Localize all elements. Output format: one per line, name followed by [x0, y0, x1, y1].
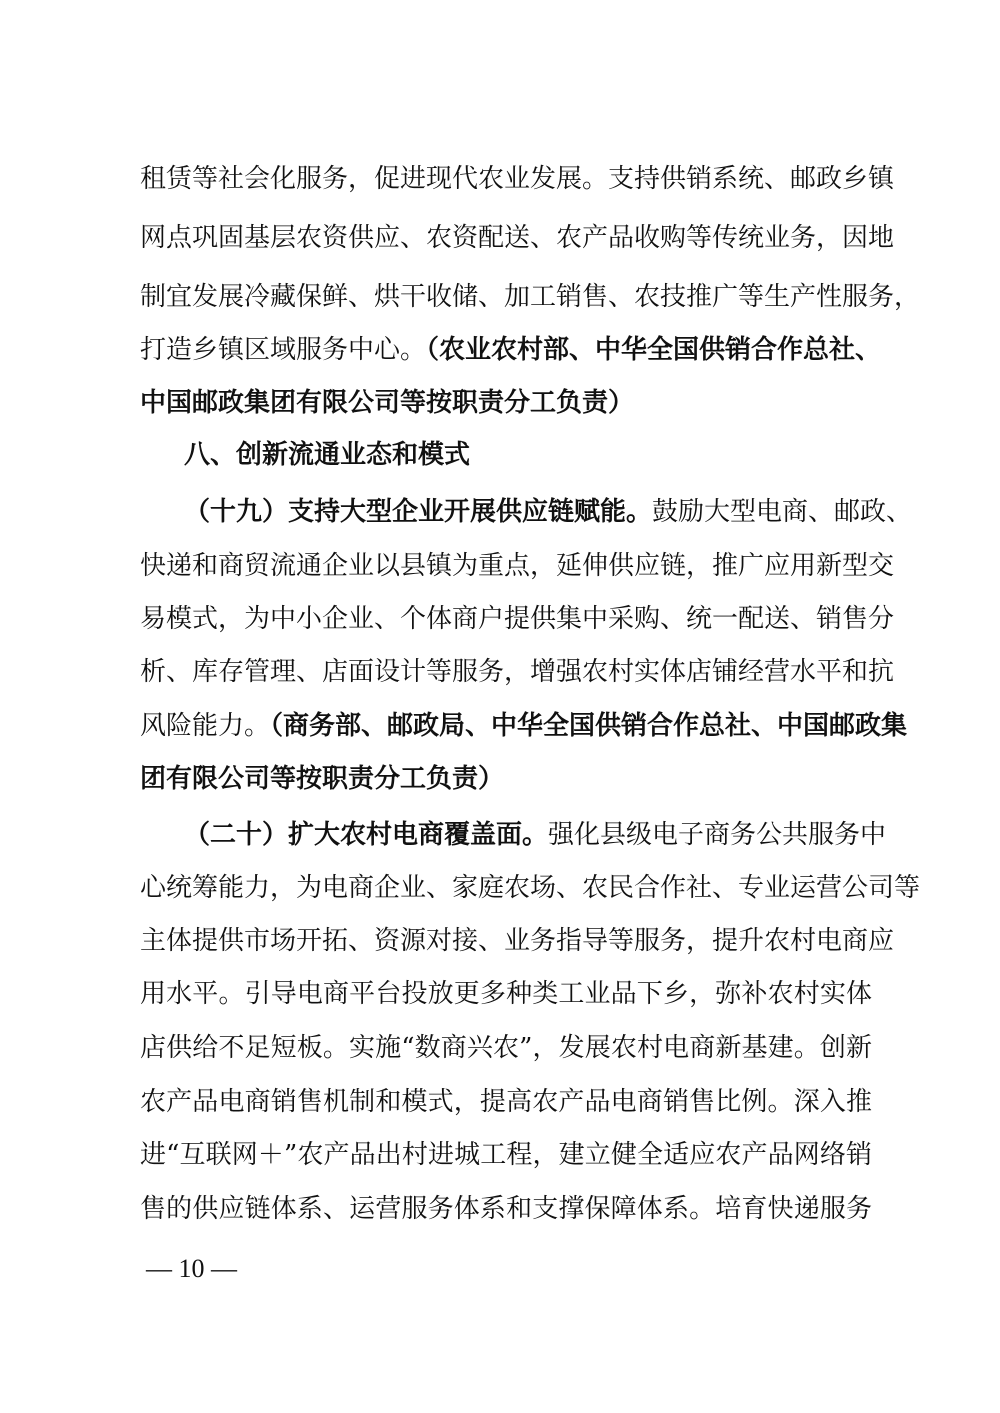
body-line: 店供给不足短板。实施“数商兴农”，发展农村电商新基建。创新	[140, 1033, 872, 1063]
body-text: 打造乡镇区域服务中心。	[140, 335, 427, 365]
body-line	[184, 818, 887, 852]
body-line	[140, 762, 872, 796]
body-text: 鼓励大型电商、邮政、	[652, 497, 913, 527]
body-line: 主体提供市场开拓、资源对接、业务指导等服务，提升农村电商应	[140, 926, 895, 956]
body-line: 网点巩固基层农资供应、农资配送、农产品收购等传统业务，因地	[140, 223, 895, 253]
item-title: （二十）扩大农村电商覆盖面。	[184, 820, 549, 850]
body-line	[140, 709, 908, 743]
body-line: 心统筹能力，为电商企业、家庭农场、农民合作社、专业运营公司等	[140, 873, 921, 903]
body-line: 快递和商贸流通企业以县镇为重点，延伸供应链，推广应用新型交	[140, 551, 895, 581]
responsible-departments: （农业农村部、中华全国供销合作总社、	[426, 335, 882, 365]
body-line	[140, 333, 882, 367]
body-text: 风险能力。	[140, 711, 271, 741]
body-line: 农产品电商销售机制和模式，提高农产品电商销售比例。深入推	[140, 1087, 872, 1117]
body-line: 售的供应链体系、运营服务体系和支撑保障体系。培育快递服务	[140, 1194, 872, 1224]
responsible-departments: 团有限公司等按职责分工负责）	[140, 764, 505, 794]
responsible-departments: 中国邮政集团有限公司等按职责分工负责）	[140, 388, 635, 418]
body-line: 进“互联网＋”农产品出村进城工程，建立健全适应农产品网络销	[140, 1140, 872, 1170]
item-title: （十九）支持大型企业开展供应链赋能。	[184, 497, 653, 527]
body-line	[184, 495, 913, 529]
body-text: 强化县级电子商务公共服务中	[548, 820, 887, 850]
body-line: 用水平。引导电商平台投放更多种类工业品下乡，弥补农村实体	[140, 979, 872, 1009]
body-line: 租赁等社会化服务，促进现代农业发展。支持供销系统、邮政乡镇	[140, 164, 895, 194]
body-line: 制宜发展冷藏保鲜、烘干收储、加工销售、农技推广等生产性服务，	[140, 282, 921, 312]
body-line	[140, 386, 872, 420]
body-line: 易模式，为中小企业、个体商户提供集中采购、统一配送、销售分	[140, 604, 895, 634]
section-heading: 八、创新流通业态和模式	[184, 440, 471, 470]
page-number: — 10 —	[146, 1254, 237, 1283]
responsible-departments: （商务部、邮政局、中华全国供销合作总社、中国邮政集	[270, 711, 908, 741]
body-line: 析、库存管理、店面设计等服务，增强农村实体店铺经营水平和抗	[140, 657, 895, 687]
